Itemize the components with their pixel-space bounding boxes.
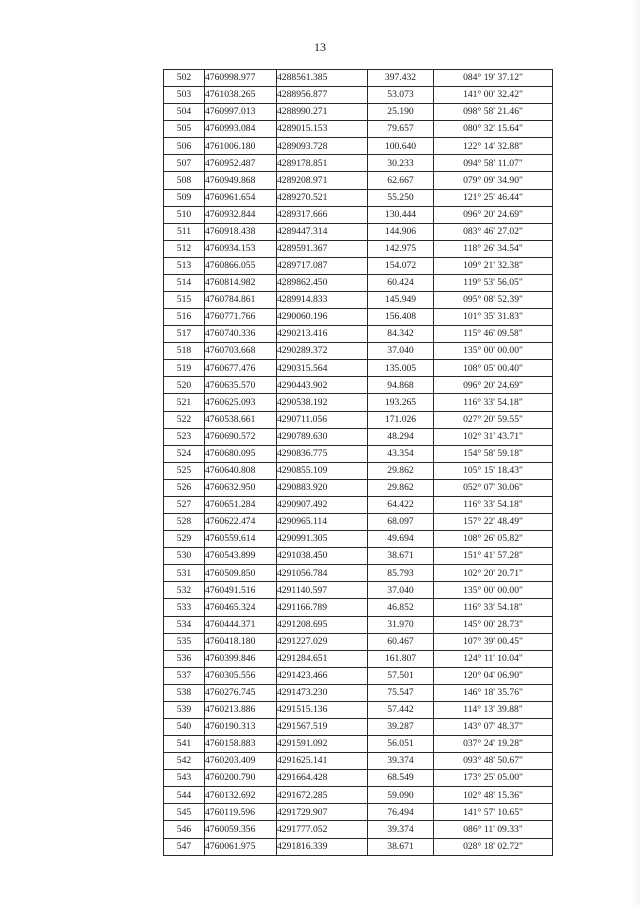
bearing-cell: 154° 58' 59.18" xyxy=(434,445,553,462)
distance-cell: 85.793 xyxy=(368,565,434,582)
distance-cell: 39.374 xyxy=(368,821,434,838)
y-coordinate-cell: 4290991.305 xyxy=(277,531,368,548)
distance-cell: 193.265 xyxy=(368,394,434,411)
y-coordinate-cell: 4290836.775 xyxy=(277,445,368,462)
distance-cell: 37.040 xyxy=(368,582,434,599)
y-coordinate-cell: 4290789.630 xyxy=(277,428,368,445)
table-row xyxy=(164,172,553,189)
y-coordinate-cell: 4290965.114 xyxy=(277,514,368,531)
y-coordinate-cell: 4289093.728 xyxy=(277,138,368,155)
y-coordinate-cell: 4291423.466 xyxy=(277,667,368,684)
x-coordinate-cell: 4760543.899 xyxy=(205,548,277,565)
distance-cell: 76.494 xyxy=(368,804,434,821)
distance-cell: 29.862 xyxy=(368,462,434,479)
point-number-cell: 503 xyxy=(164,87,205,104)
y-coordinate-cell: 4288561.385 xyxy=(277,70,368,87)
x-coordinate-cell: 4760061.975 xyxy=(205,838,277,855)
bearing-cell: 120° 04' 06.90" xyxy=(434,667,553,684)
point-number-cell: 502 xyxy=(164,70,205,87)
distance-cell: 59.090 xyxy=(368,787,434,804)
table-row xyxy=(164,462,553,479)
y-coordinate-cell: 4291625.141 xyxy=(277,753,368,770)
bearing-cell: 107° 39' 00.45" xyxy=(434,633,553,650)
point-number-cell: 523 xyxy=(164,428,205,445)
distance-cell: 30.233 xyxy=(368,155,434,172)
bearing-cell: 028° 18' 02.72" xyxy=(434,838,553,855)
y-coordinate-cell: 4290711.056 xyxy=(277,411,368,428)
distance-cell: 64.422 xyxy=(368,496,434,513)
table-row xyxy=(164,804,553,821)
point-number-cell: 526 xyxy=(164,479,205,496)
table-row xyxy=(164,240,553,257)
distance-cell: 100.640 xyxy=(368,138,434,155)
distance-cell: 154.072 xyxy=(368,257,434,274)
table-row xyxy=(164,548,553,565)
table-row xyxy=(164,633,553,650)
x-coordinate-cell: 4760651.284 xyxy=(205,496,277,513)
point-number-cell: 505 xyxy=(164,121,205,138)
y-coordinate-cell: 4291284.651 xyxy=(277,650,368,667)
x-coordinate-cell: 4760203.409 xyxy=(205,753,277,770)
table-row xyxy=(164,189,553,206)
x-coordinate-cell: 4760993.084 xyxy=(205,121,277,138)
x-coordinate-cell: 4760213.886 xyxy=(205,701,277,718)
distance-cell: 79.657 xyxy=(368,121,434,138)
y-coordinate-cell: 4291227.029 xyxy=(277,633,368,650)
bearing-cell: 108° 05' 00.40" xyxy=(434,360,553,377)
bearing-cell: 115° 46' 09.58" xyxy=(434,326,553,343)
distance-cell: 46.852 xyxy=(368,599,434,616)
point-number-cell: 533 xyxy=(164,599,205,616)
bearing-cell: 096° 20' 24.69" xyxy=(434,377,553,394)
table-row xyxy=(164,565,553,582)
x-coordinate-cell: 4760418.180 xyxy=(205,633,277,650)
table-row xyxy=(164,514,553,531)
table-row xyxy=(164,753,553,770)
x-coordinate-cell: 4760680.095 xyxy=(205,445,277,462)
x-coordinate-cell: 4760784.861 xyxy=(205,292,277,309)
y-coordinate-cell: 4291208.695 xyxy=(277,616,368,633)
table-row xyxy=(164,821,553,838)
point-number-cell: 537 xyxy=(164,667,205,684)
y-coordinate-cell: 4289015.153 xyxy=(277,121,368,138)
x-coordinate-cell: 4760918.438 xyxy=(205,223,277,240)
bearing-cell: 109° 21' 32.38" xyxy=(434,257,553,274)
distance-cell: 397.432 xyxy=(368,70,434,87)
point-number-cell: 518 xyxy=(164,343,205,360)
point-number-cell: 507 xyxy=(164,155,205,172)
point-number-cell: 517 xyxy=(164,326,205,343)
x-coordinate-cell: 4760190.313 xyxy=(205,718,277,735)
bearing-cell: 141° 57' 10.65" xyxy=(434,804,553,821)
x-coordinate-cell: 4760640.808 xyxy=(205,462,277,479)
x-coordinate-cell: 4760997.013 xyxy=(205,104,277,121)
y-coordinate-cell: 4289914.833 xyxy=(277,292,368,309)
x-coordinate-cell: 4760677.476 xyxy=(205,360,277,377)
distance-cell: 60.467 xyxy=(368,633,434,650)
point-number-cell: 541 xyxy=(164,736,205,753)
table-row xyxy=(164,360,553,377)
distance-cell: 57.442 xyxy=(368,701,434,718)
x-coordinate-cell: 4760538.661 xyxy=(205,411,277,428)
distance-cell: 62.667 xyxy=(368,172,434,189)
y-coordinate-cell: 4288990.271 xyxy=(277,104,368,121)
table-row xyxy=(164,104,553,121)
distance-cell: 145.949 xyxy=(368,292,434,309)
distance-cell: 38.671 xyxy=(368,548,434,565)
table-row xyxy=(164,292,553,309)
point-number-cell: 534 xyxy=(164,616,205,633)
y-coordinate-cell: 4291672.285 xyxy=(277,787,368,804)
bearing-cell: 102° 20' 20.71" xyxy=(434,565,553,582)
point-number-cell: 519 xyxy=(164,360,205,377)
y-coordinate-cell: 4291777.052 xyxy=(277,821,368,838)
bearing-cell: 086° 11' 09.33" xyxy=(434,821,553,838)
table-row xyxy=(164,701,553,718)
x-coordinate-cell: 4761006.180 xyxy=(205,138,277,155)
bearing-cell: 094° 58' 11.07" xyxy=(434,155,553,172)
bearing-cell: 157° 22' 48.49" xyxy=(434,514,553,531)
table-row xyxy=(164,394,553,411)
y-coordinate-cell: 4290538.192 xyxy=(277,394,368,411)
point-number-cell: 511 xyxy=(164,223,205,240)
table-row xyxy=(164,377,553,394)
y-coordinate-cell: 4291729.907 xyxy=(277,804,368,821)
point-number-cell: 516 xyxy=(164,309,205,326)
point-number-cell: 520 xyxy=(164,377,205,394)
bearing-cell: 141° 00' 32.42" xyxy=(434,87,553,104)
bearing-cell: 080° 32' 15.64" xyxy=(434,121,553,138)
bearing-cell: 116° 33' 54.18" xyxy=(434,496,553,513)
x-coordinate-cell: 4760866.055 xyxy=(205,257,277,274)
table-row xyxy=(164,787,553,804)
table-row xyxy=(164,309,553,326)
table-row xyxy=(164,326,553,343)
bearing-cell: 118° 26' 34.54" xyxy=(434,240,553,257)
table-row xyxy=(164,736,553,753)
table-row xyxy=(164,343,553,360)
distance-cell: 75.547 xyxy=(368,684,434,701)
distance-cell: 37.040 xyxy=(368,343,434,360)
y-coordinate-cell: 4291140.597 xyxy=(277,582,368,599)
table-row xyxy=(164,87,553,104)
distance-cell: 161.807 xyxy=(368,650,434,667)
point-number-cell: 538 xyxy=(164,684,205,701)
point-number-cell: 509 xyxy=(164,189,205,206)
y-coordinate-cell: 4291816.339 xyxy=(277,838,368,855)
point-number-cell: 506 xyxy=(164,138,205,155)
x-coordinate-cell: 4760399.846 xyxy=(205,650,277,667)
distance-cell: 29.862 xyxy=(368,479,434,496)
distance-cell: 156.408 xyxy=(368,309,434,326)
bearing-cell: 135° 00' 00.00" xyxy=(434,582,553,599)
bearing-cell: 105° 15' 18.43" xyxy=(434,462,553,479)
y-coordinate-cell: 4290907.492 xyxy=(277,496,368,513)
distance-cell: 60.424 xyxy=(368,274,434,291)
point-number-cell: 527 xyxy=(164,496,205,513)
bearing-cell: 096° 20' 24.69" xyxy=(434,206,553,223)
y-coordinate-cell: 4291056.784 xyxy=(277,565,368,582)
y-coordinate-cell: 4290213.416 xyxy=(277,326,368,343)
bearing-cell: 083° 46' 27.02" xyxy=(434,223,553,240)
y-coordinate-cell: 4289317.666 xyxy=(277,206,368,223)
bearing-cell: 093° 48' 50.67" xyxy=(434,753,553,770)
table-row xyxy=(164,479,553,496)
x-coordinate-cell: 4760998.977 xyxy=(205,70,277,87)
distance-cell: 68.549 xyxy=(368,770,434,787)
distance-cell: 135.005 xyxy=(368,360,434,377)
bearing-cell: 052° 07' 30.06" xyxy=(434,479,553,496)
table-row xyxy=(164,496,553,513)
point-number-cell: 508 xyxy=(164,172,205,189)
point-number-cell: 510 xyxy=(164,206,205,223)
bearing-cell: 135° 00' 00.00" xyxy=(434,343,553,360)
bearing-cell: 116° 33' 54.18" xyxy=(434,599,553,616)
point-number-cell: 530 xyxy=(164,548,205,565)
table-row xyxy=(164,582,553,599)
distance-cell: 31.970 xyxy=(368,616,434,633)
page-number: 13 xyxy=(314,40,326,54)
x-coordinate-cell: 4760934.153 xyxy=(205,240,277,257)
x-coordinate-cell: 4760961.654 xyxy=(205,189,277,206)
y-coordinate-cell: 4291591.092 xyxy=(277,736,368,753)
bearing-cell: 101° 35' 31.83" xyxy=(434,309,553,326)
x-coordinate-cell: 4760949.868 xyxy=(205,172,277,189)
bearing-cell: 146° 18' 35.76" xyxy=(434,684,553,701)
x-coordinate-cell: 4760952.487 xyxy=(205,155,277,172)
y-coordinate-cell: 4289270.521 xyxy=(277,189,368,206)
x-coordinate-cell: 4760625.093 xyxy=(205,394,277,411)
distance-cell: 48.294 xyxy=(368,428,434,445)
x-coordinate-cell: 4760703.668 xyxy=(205,343,277,360)
y-coordinate-cell: 4291515.136 xyxy=(277,701,368,718)
point-number-cell: 529 xyxy=(164,531,205,548)
y-coordinate-cell: 4289862.450 xyxy=(277,274,368,291)
bearing-cell: 119° 53' 56.05" xyxy=(434,274,553,291)
point-number-cell: 539 xyxy=(164,701,205,718)
bearing-cell: 102° 48' 15.36" xyxy=(434,787,553,804)
table-row xyxy=(164,428,553,445)
table-row xyxy=(164,257,553,274)
y-coordinate-cell: 4290883.920 xyxy=(277,479,368,496)
y-coordinate-cell: 4290289.372 xyxy=(277,343,368,360)
bearing-cell: 114° 13' 39.88" xyxy=(434,701,553,718)
x-coordinate-cell: 4760158.883 xyxy=(205,736,277,753)
bearing-cell: 121° 25' 46.44" xyxy=(434,189,553,206)
point-number-cell: 525 xyxy=(164,462,205,479)
table-row xyxy=(164,411,553,428)
x-coordinate-cell: 4760491.516 xyxy=(205,582,277,599)
x-coordinate-cell: 4760119.596 xyxy=(205,804,277,821)
table-row xyxy=(164,206,553,223)
x-coordinate-cell: 4760132.692 xyxy=(205,787,277,804)
y-coordinate-cell: 4291664.428 xyxy=(277,770,368,787)
distance-cell: 57.501 xyxy=(368,667,434,684)
distance-cell: 39.287 xyxy=(368,718,434,735)
table-row xyxy=(164,531,553,548)
bearing-cell: 027° 20' 59.55" xyxy=(434,411,553,428)
distance-cell: 25.190 xyxy=(368,104,434,121)
table-row xyxy=(164,274,553,291)
x-coordinate-cell: 4760632.950 xyxy=(205,479,277,496)
table-row xyxy=(164,138,553,155)
bearing-cell: 098° 58' 21.46" xyxy=(434,104,553,121)
bearing-cell: 095° 08' 52.39" xyxy=(434,292,553,309)
bearing-cell: 143° 07' 48.37" xyxy=(434,718,553,735)
point-number-cell: 514 xyxy=(164,274,205,291)
bearing-cell: 084° 19' 37.12" xyxy=(434,70,553,87)
x-coordinate-cell: 4760559.614 xyxy=(205,531,277,548)
y-coordinate-cell: 4290443.902 xyxy=(277,377,368,394)
point-number-cell: 532 xyxy=(164,582,205,599)
point-number-cell: 547 xyxy=(164,838,205,855)
point-number-cell: 528 xyxy=(164,514,205,531)
table-row xyxy=(164,223,553,240)
x-coordinate-cell: 4760771.766 xyxy=(205,309,277,326)
x-coordinate-cell: 4760444.371 xyxy=(205,616,277,633)
table-row xyxy=(164,445,553,462)
x-coordinate-cell: 4760465.324 xyxy=(205,599,277,616)
y-coordinate-cell: 4289447.314 xyxy=(277,223,368,240)
bearing-cell: 173° 25' 05.00" xyxy=(434,770,553,787)
table-row xyxy=(164,770,553,787)
bearing-cell: 151° 41' 57.28" xyxy=(434,548,553,565)
point-number-cell: 524 xyxy=(164,445,205,462)
point-number-cell: 536 xyxy=(164,650,205,667)
point-number-cell: 535 xyxy=(164,633,205,650)
table-row xyxy=(164,684,553,701)
point-number-cell: 531 xyxy=(164,565,205,582)
y-coordinate-cell: 4290855.109 xyxy=(277,462,368,479)
table-row xyxy=(164,667,553,684)
point-number-cell: 512 xyxy=(164,240,205,257)
point-number-cell: 544 xyxy=(164,787,205,804)
bearing-cell: 037° 24' 19.28" xyxy=(434,736,553,753)
distance-cell: 130.444 xyxy=(368,206,434,223)
distance-cell: 49.694 xyxy=(368,531,434,548)
coordinate-table xyxy=(163,69,553,856)
distance-cell: 171.026 xyxy=(368,411,434,428)
y-coordinate-cell: 4291166.789 xyxy=(277,599,368,616)
y-coordinate-cell: 4289591.367 xyxy=(277,240,368,257)
distance-cell: 39.374 xyxy=(368,753,434,770)
point-number-cell: 521 xyxy=(164,394,205,411)
table-row xyxy=(164,599,553,616)
x-coordinate-cell: 4760740.336 xyxy=(205,326,277,343)
point-number-cell: 515 xyxy=(164,292,205,309)
bearing-cell: 122° 14' 32.88" xyxy=(434,138,553,155)
bearing-cell: 116° 33' 54.18" xyxy=(434,394,553,411)
distance-cell: 94.868 xyxy=(368,377,434,394)
x-coordinate-cell: 4760622.474 xyxy=(205,514,277,531)
y-coordinate-cell: 4291473.230 xyxy=(277,684,368,701)
x-coordinate-cell: 4761038.265 xyxy=(205,87,277,104)
coordinate-table-body xyxy=(164,70,553,856)
point-number-cell: 540 xyxy=(164,718,205,735)
y-coordinate-cell: 4289717.087 xyxy=(277,257,368,274)
point-number-cell: 543 xyxy=(164,770,205,787)
table-row xyxy=(164,718,553,735)
table-row xyxy=(164,70,553,87)
point-number-cell: 522 xyxy=(164,411,205,428)
table-row xyxy=(164,616,553,633)
table-row xyxy=(164,650,553,667)
distance-cell: 55.250 xyxy=(368,189,434,206)
x-coordinate-cell: 4760059.356 xyxy=(205,821,277,838)
point-number-cell: 542 xyxy=(164,753,205,770)
x-coordinate-cell: 4760814.982 xyxy=(205,274,277,291)
x-coordinate-cell: 4760200.790 xyxy=(205,770,277,787)
distance-cell: 53.073 xyxy=(368,87,434,104)
distance-cell: 84.342 xyxy=(368,326,434,343)
distance-cell: 56.051 xyxy=(368,736,434,753)
point-number-cell: 546 xyxy=(164,821,205,838)
y-coordinate-cell: 4289208.971 xyxy=(277,172,368,189)
x-coordinate-cell: 4760932.844 xyxy=(205,206,277,223)
distance-cell: 142.975 xyxy=(368,240,434,257)
x-coordinate-cell: 4760305.556 xyxy=(205,667,277,684)
bearing-cell: 102° 31' 43.71" xyxy=(434,428,553,445)
table-row xyxy=(164,121,553,138)
distance-cell: 68.097 xyxy=(368,514,434,531)
table-row xyxy=(164,838,553,855)
y-coordinate-cell: 4290315.564 xyxy=(277,360,368,377)
y-coordinate-cell: 4290060.196 xyxy=(277,309,368,326)
bearing-cell: 108° 26' 05.82" xyxy=(434,531,553,548)
point-number-cell: 504 xyxy=(164,104,205,121)
point-number-cell: 545 xyxy=(164,804,205,821)
y-coordinate-cell: 4291567.519 xyxy=(277,718,368,735)
scan-edge-shadow xyxy=(632,0,640,905)
x-coordinate-cell: 4760635.570 xyxy=(205,377,277,394)
y-coordinate-cell: 4288956.877 xyxy=(277,87,368,104)
table-row xyxy=(164,155,553,172)
distance-cell: 144.906 xyxy=(368,223,434,240)
y-coordinate-cell: 4289178.851 xyxy=(277,155,368,172)
x-coordinate-cell: 4760690.572 xyxy=(205,428,277,445)
y-coordinate-cell: 4291038.450 xyxy=(277,548,368,565)
bearing-cell: 079° 09' 34.90" xyxy=(434,172,553,189)
distance-cell: 43.354 xyxy=(368,445,434,462)
x-coordinate-cell: 4760276.745 xyxy=(205,684,277,701)
bearing-cell: 145° 00' 28.73" xyxy=(434,616,553,633)
bearing-cell: 124° 11' 10.04" xyxy=(434,650,553,667)
distance-cell: 38.671 xyxy=(368,838,434,855)
x-coordinate-cell: 4760509.850 xyxy=(205,565,277,582)
point-number-cell: 513 xyxy=(164,257,205,274)
